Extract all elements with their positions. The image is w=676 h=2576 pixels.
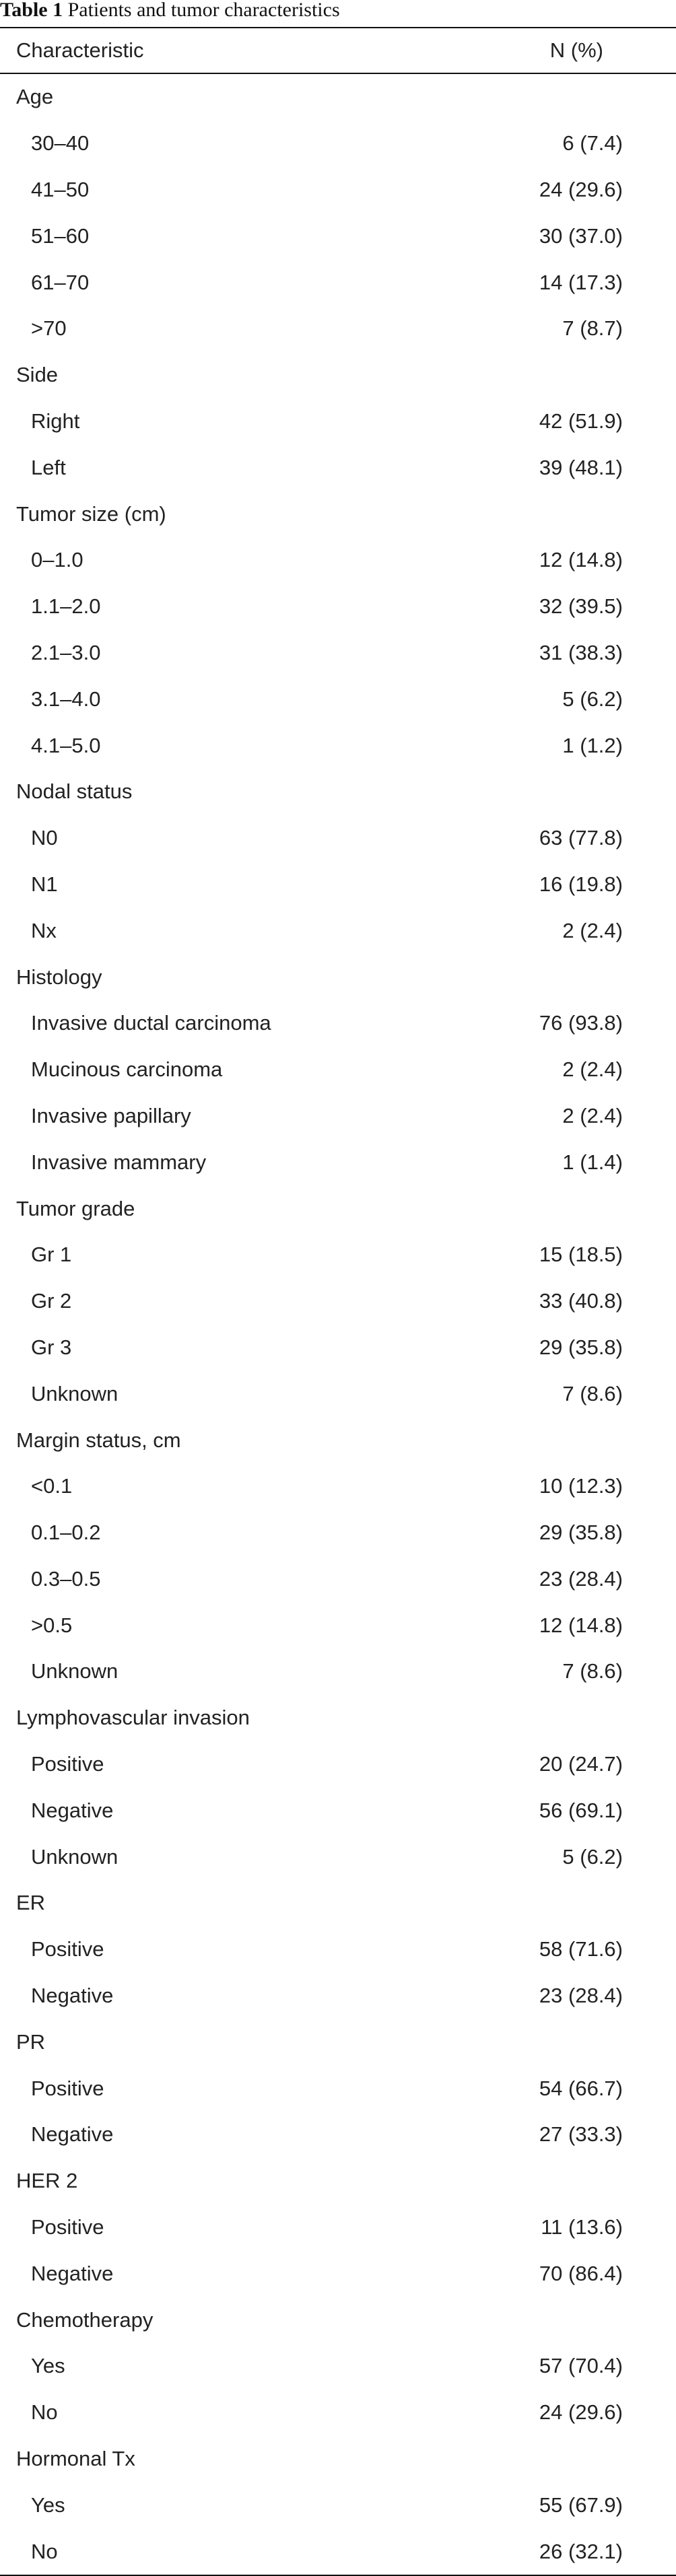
table-row [0,213,676,259]
table-row [0,1370,676,1417]
row-characteristic: Unknown [31,1659,119,1683]
table-group-row [0,2158,676,2204]
group-heading: Tumor grade [16,1196,135,1220]
row-characteristic: 0.1–0.2 [31,1521,101,1545]
table-row [0,1602,676,1648]
table-group-row [0,2436,676,2482]
row-n-percent: 5 (6.2) [562,1844,623,1869]
row-characteristic: 41–50 [31,177,90,201]
row-characteristic: Gr 2 [31,1289,72,1313]
row-n-percent: 24 (29.6) [539,177,623,201]
row-n-percent: 5 (6.2) [562,687,623,711]
row-n-percent: 54 (66.7) [539,2076,623,2100]
group-heading: Margin status, cm [16,1428,181,1452]
row-characteristic: Left [31,455,66,479]
row-characteristic: Positive [31,2215,104,2239]
table-group-row [0,1417,676,1463]
table-row [0,444,676,491]
row-n-percent: 31 (38.3) [539,640,623,664]
row-characteristic: Negative [31,2122,114,2147]
header-n-percent: N (%) [549,38,603,62]
table-group-row [0,491,676,537]
row-characteristic: Positive [31,1752,104,1776]
row-characteristic: 30–40 [31,131,90,155]
table-row [0,1556,676,1603]
group-heading: HER 2 [16,2169,78,2193]
row-n-percent: 56 (69.1) [539,1798,623,1822]
table-row [0,1926,676,1973]
group-heading: Side [16,363,59,387]
row-n-percent: 33 (40.8) [539,1289,623,1313]
row-n-percent: 24 (29.6) [539,2400,623,2425]
table-row [0,1278,676,1325]
row-characteristic: <0.1 [31,1474,73,1498]
row-n-percent: 55 (67.9) [539,2493,623,2517]
row-characteristic: Gr 1 [31,1243,72,1267]
table-row [0,862,676,908]
table-row [0,907,676,954]
table-caption-label: Table 1 [0,0,63,21]
row-characteristic: Nx [31,918,57,942]
table-row [0,1463,676,1510]
table-row [0,1093,676,1140]
row-characteristic: >70 [31,316,67,341]
group-heading: Age [16,85,54,109]
header-characteristic: Characteristic [16,38,144,62]
table-row [0,1325,676,1371]
row-characteristic: Positive [31,1937,104,1961]
row-characteristic: Unknown [31,1381,119,1405]
table-row [0,398,676,445]
row-n-percent: 27 (33.3) [539,2122,623,2147]
row-n-percent: 29 (35.8) [539,1335,623,1359]
table-row [0,306,676,352]
row-characteristic: Gr 3 [31,1335,72,1359]
table-row [0,630,676,676]
table-row [0,2204,676,2251]
row-characteristic: Unknown [31,1844,119,1869]
table-header-row [0,28,676,74]
row-n-percent: 63 (77.8) [539,826,623,850]
row-n-percent: 57 (70.4) [539,2354,623,2378]
row-n-percent: 12 (14.8) [539,548,623,572]
row-characteristic: Invasive papillary [31,1103,191,1127]
row-characteristic: Right [31,409,80,433]
row-characteristic: No [31,2400,58,2425]
table-group-row [0,1695,676,1741]
row-characteristic: Invasive mammary [31,1150,207,1174]
row-n-percent: 1 (1.2) [562,733,623,757]
row-characteristic: 2.1–3.0 [31,640,101,664]
group-heading: Hormonal Tx [16,2447,135,2471]
row-characteristic: N0 [31,826,58,850]
row-n-percent: 2 (2.4) [562,1057,623,1082]
table-group-row [0,352,676,398]
table-row [0,1787,676,1834]
row-n-percent: 11 (13.6) [541,2215,623,2239]
row-n-percent: 42 (51.9) [539,409,623,433]
table-row [0,1973,676,2019]
group-heading: PR [16,2029,46,2054]
row-characteristic: Mucinous carcinoma [31,1057,223,1082]
table-row [0,584,676,630]
row-characteristic: 51–60 [31,223,90,248]
row-characteristic: Invasive ductal carcinoma [31,1011,271,1035]
row-n-percent: 7 (8.7) [562,316,623,341]
row-n-percent: 32 (39.5) [539,594,623,619]
group-heading: Chemotherapy [16,2307,154,2332]
group-heading: Histology [16,965,102,989]
row-n-percent: 20 (24.7) [539,1752,623,1776]
table-row [0,1741,676,1788]
row-n-percent: 1 (1.4) [562,1150,623,1174]
row-characteristic: Yes [31,2493,65,2517]
row-characteristic: Negative [31,2261,114,2285]
group-heading: Lymphovascular invasion [16,1706,250,1730]
row-n-percent: 7 (8.6) [562,1381,623,1405]
table-group-row [0,954,676,1000]
row-characteristic: Yes [31,2354,65,2378]
row-n-percent: 26 (32.1) [539,2539,623,2563]
row-characteristic: 61–70 [31,270,90,294]
table-caption-text: Patients and tumor characteristics [67,0,340,21]
row-n-percent: 2 (2.4) [562,918,623,942]
table-row [0,167,676,213]
row-n-percent: 58 (71.6) [539,1937,623,1961]
table-row [0,1000,676,1047]
row-n-percent: 23 (28.4) [539,1984,623,2008]
table-row [0,2528,676,2575]
row-characteristic: 3.1–4.0 [31,687,101,711]
table-group-row [0,74,676,120]
row-characteristic: N1 [31,872,58,896]
table-group-row [0,1185,676,1232]
row-characteristic: 0.3–0.5 [31,1566,101,1591]
row-n-percent: 29 (35.8) [539,1521,623,1545]
table-row [0,676,676,722]
row-n-percent: 76 (93.8) [539,1011,623,1035]
table-row [0,120,676,167]
row-n-percent: 12 (14.8) [539,1613,623,1637]
row-characteristic: 4.1–5.0 [31,733,101,757]
table-row [0,2343,676,2390]
table-body [0,74,676,2575]
row-characteristic: >0.5 [31,1613,73,1637]
row-n-percent: 70 (86.4) [539,2261,623,2285]
row-characteristic: 0–1.0 [31,548,83,572]
group-heading: ER [16,1891,46,1915]
table-row [0,1510,676,1556]
table-row [0,1834,676,1880]
table-row [0,1232,676,1278]
row-characteristic: Negative [31,1984,114,2008]
table-caption [0,0,340,23]
row-characteristic: No [31,2539,58,2563]
table-row [0,259,676,306]
table-row [0,815,676,862]
table-row [0,1047,676,1093]
row-n-percent: 39 (48.1) [539,455,623,479]
group-heading: Nodal status [16,779,133,804]
table-row [0,2482,676,2528]
row-n-percent: 2 (2.4) [562,1103,623,1127]
table-group-row [0,1880,676,1926]
table-group-row [0,2297,676,2343]
table-row [0,2112,676,2158]
row-characteristic: 1.1–2.0 [31,594,101,619]
row-n-percent: 16 (19.8) [539,872,623,896]
table-row [0,2250,676,2297]
row-n-percent: 6 (7.4) [562,131,623,155]
row-n-percent: 10 (12.3) [539,1474,623,1498]
row-n-percent: 23 (28.4) [539,1566,623,1591]
table-row [0,2065,676,2112]
table-row [0,537,676,584]
table-row [0,1139,676,1185]
group-heading: Tumor size (cm) [16,501,166,526]
table-row [0,2390,676,2436]
table-row [0,722,676,769]
table-row [0,1648,676,1695]
row-characteristic: Negative [31,1798,114,1822]
row-n-percent: 15 (18.5) [539,1243,623,1267]
row-n-percent: 14 (17.3) [539,270,623,294]
table-group-row [0,2019,676,2065]
characteristics-table [0,27,676,2576]
table-group-row [0,769,676,815]
row-n-percent: 30 (37.0) [539,223,623,248]
row-characteristic: Positive [31,2076,104,2100]
row-n-percent: 7 (8.6) [562,1659,623,1683]
